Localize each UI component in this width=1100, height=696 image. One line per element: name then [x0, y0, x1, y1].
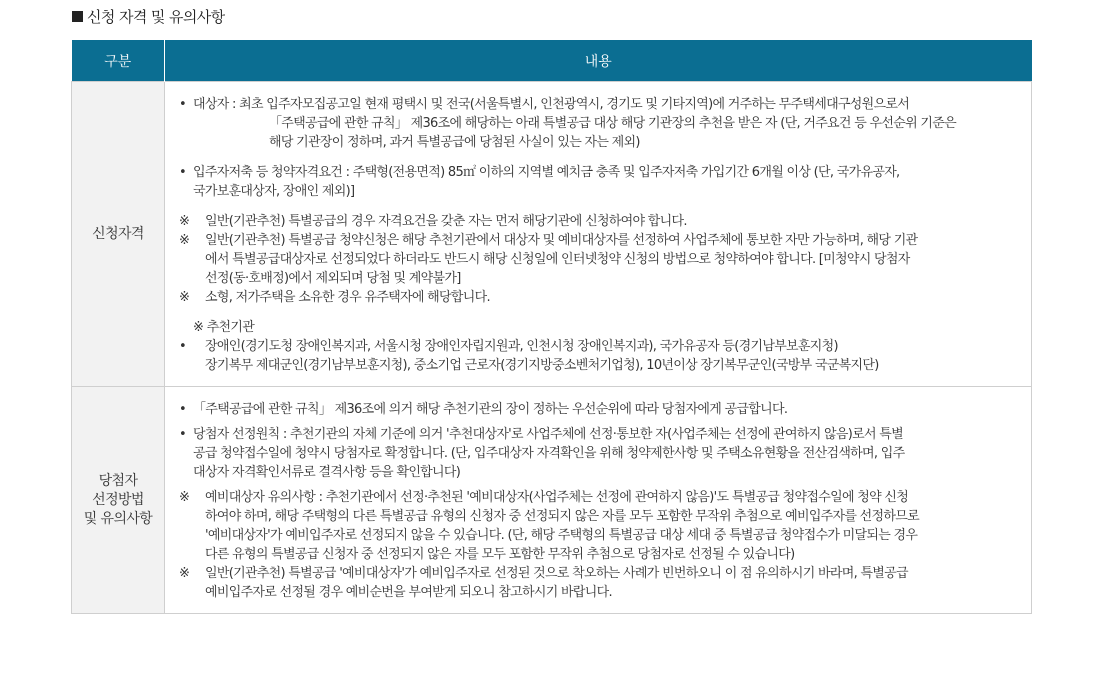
list-item — [179, 400, 1015, 419]
item-line: 일반(기관추천) 특별공급 '예비대상자'가 예비입주자로 선정된 것으로 착오하는 사례가 빈번하오니 이 점 유의하시기 바라며, 특별공급 — [205, 566, 908, 581]
content-cell — [165, 82, 1032, 387]
note-icon: ※ — [179, 233, 190, 248]
item-line: 공급 청약접수일에 청약시 당첨자로 확정합니다. (단, 입주대상자 자격확인을 위해 청약제한사항 및 주택소유현황을 전산검색하며, 입주 — [193, 446, 905, 461]
bullet-icon: • — [179, 97, 186, 112]
note-icon: ※ — [179, 566, 190, 581]
item-line: 대상자 자격확인서류로 결격사항 등을 확인합니다) — [193, 465, 461, 480]
table-header-row — [72, 40, 1032, 82]
item-line: 해당 기관장이 정하며, 과거 특별공급에 당첨된 사실이 있는 자는 제외) — [269, 135, 640, 150]
list-item — [179, 231, 1015, 288]
item-line: 일반(기관추천) 특별공급의 경우 자격요건을 갖춘 자는 먼저 해당기관에 신청하여야 합니다. — [205, 214, 687, 229]
item-line: 당첨자 선정원칙 : 추천기관의 자체 기준에 의거 '추천대상자'로 사업주체에 선정·통보한 자(사업주체는 선정에 관여하지 않음)로서 특별 — [193, 427, 903, 442]
bullet-icon: • — [179, 165, 186, 180]
item-line: 「주택공급에 관한 규칙」 제36조에 의거 해당 추천기관의 장이 정하는 우선순위에 따라 당첨자에게 공급합니다. — [193, 402, 788, 417]
table-row — [72, 387, 1032, 614]
list-item — [179, 488, 1015, 564]
note-icon: ※ — [179, 214, 190, 229]
item-line: 일반(기관추천) 특별공급 청약신청은 해당 추천기관에서 대상자 및 예비대상자를 선정하여 사업주체에 통보한 자만 가능하며, 해당 기관 — [205, 233, 918, 248]
category-label: 및 유의사항 — [83, 510, 153, 527]
item-line: 다른 유형의 특별공급 신청자 중 선정되지 않은 자를 모두 포함한 무작위 추첨으로 당첨자로 선정될 수 있습니다) — [205, 547, 795, 562]
item-line: 소형, 저가주택을 소유한 경우 유주택자에 해당합니다. — [205, 290, 490, 305]
item-line: 하여야 하며, 해당 주택형의 다른 특별공급 유형의 신청자 중 선정되지 않은 자를 모두 포함한 무작위 추첨으로 예비입주자를 선정하므로 — [205, 509, 919, 524]
bullet-icon: • — [179, 402, 186, 417]
item-line: 국가보훈대상자, 장애인 제외)] — [193, 184, 355, 199]
item-line: 「주택공급에 관한 규칙」 제36조에 해당하는 아래 특별공급 대상 해당 기관장의 추천을 받은 자 (단, 거주요건 등 우선순위 기준은 — [269, 116, 956, 131]
list-item — [179, 95, 1015, 152]
list-item — [179, 425, 1015, 482]
list-item — [179, 564, 1015, 602]
item-line: '예비대상자'가 예비입주자로 선정되지 않을 수 있습니다. (단, 해당 주택형의 특별공급 대상 세대 중 특별공급 청약접수가 미달되는 경우 — [205, 528, 918, 543]
category-label: 당첨자 — [98, 472, 138, 489]
item-line: 선정(동·호배정)에서 제외되며 당첨 및 계약불가] — [205, 271, 461, 286]
header-category: 구분 — [72, 40, 165, 82]
section-title — [72, 6, 225, 27]
bullet-icon: • — [179, 427, 186, 442]
item-line: 입주자저축 등 청약자격요건 : 주택형(전용면적) 85㎡ 이하의 지역별 예치금 충족 및 입주자저축 가입기간 6개월 이상 (단, 국가유공자, — [193, 165, 900, 180]
bullet-icon: • — [179, 339, 186, 354]
content-cell — [165, 387, 1032, 614]
list-item — [179, 288, 1015, 307]
recommending-agencies-heading: ※ 추천기관 — [193, 320, 255, 335]
list-item — [179, 163, 1015, 201]
item-line: 예비대상자 유의사항 : 추천기관에서 선정·추천된 '예비대상자(사업주체는 선정에 관여하지 않음)'도 특별공급 청약접수일에 청약 신청 — [205, 490, 909, 505]
square-bullet-icon — [72, 11, 83, 22]
section-title-text: 신청 자격 및 유의사항 — [87, 8, 225, 26]
item-line: 대상자 : 최초 입주자모집공고일 현재 평택시 및 전국(서울특별시, 인천광역시, 경기도 및 기타지역)에 거주하는 무주택세대구성원으로서 — [193, 97, 910, 112]
header-content: 내용 — [165, 40, 1032, 82]
item-line: 예비입주자로 선정될 경우 예비순번을 부여받게 되오니 참고하시기 바랍니다. — [205, 585, 612, 600]
note-icon: ※ — [179, 490, 190, 505]
item-line: 장애인(경기도청 장애인복지과, 서울시청 장애인자립지원과, 인천시청 장애인복지과), 국가유공자 등(경기남부보훈지청) — [205, 339, 838, 354]
list-item — [179, 337, 1015, 375]
category-label: 선정방법 — [92, 491, 144, 508]
eligibility-table — [71, 40, 1032, 614]
category-label: 신청자격 — [92, 225, 144, 242]
item-line: 장기복무 제대군인(경기남부보훈지청), 중소기업 근로자(경기지방중소벤처기업청), 10년이상 장기복무군인(국방부 국군복지단) — [205, 358, 879, 373]
list-heading — [179, 318, 1015, 337]
category-cell — [72, 82, 165, 387]
category-cell — [72, 387, 165, 614]
table-row — [72, 82, 1032, 387]
item-line: 에서 특별공급대상자로 선정되었다 하더라도 반드시 해당 신청일에 인터넷청약 신청의 방법으로 청약하여야 합니다. [미청약시 당첨자 — [205, 252, 910, 267]
list-item — [179, 212, 1015, 231]
note-icon: ※ — [179, 290, 190, 305]
